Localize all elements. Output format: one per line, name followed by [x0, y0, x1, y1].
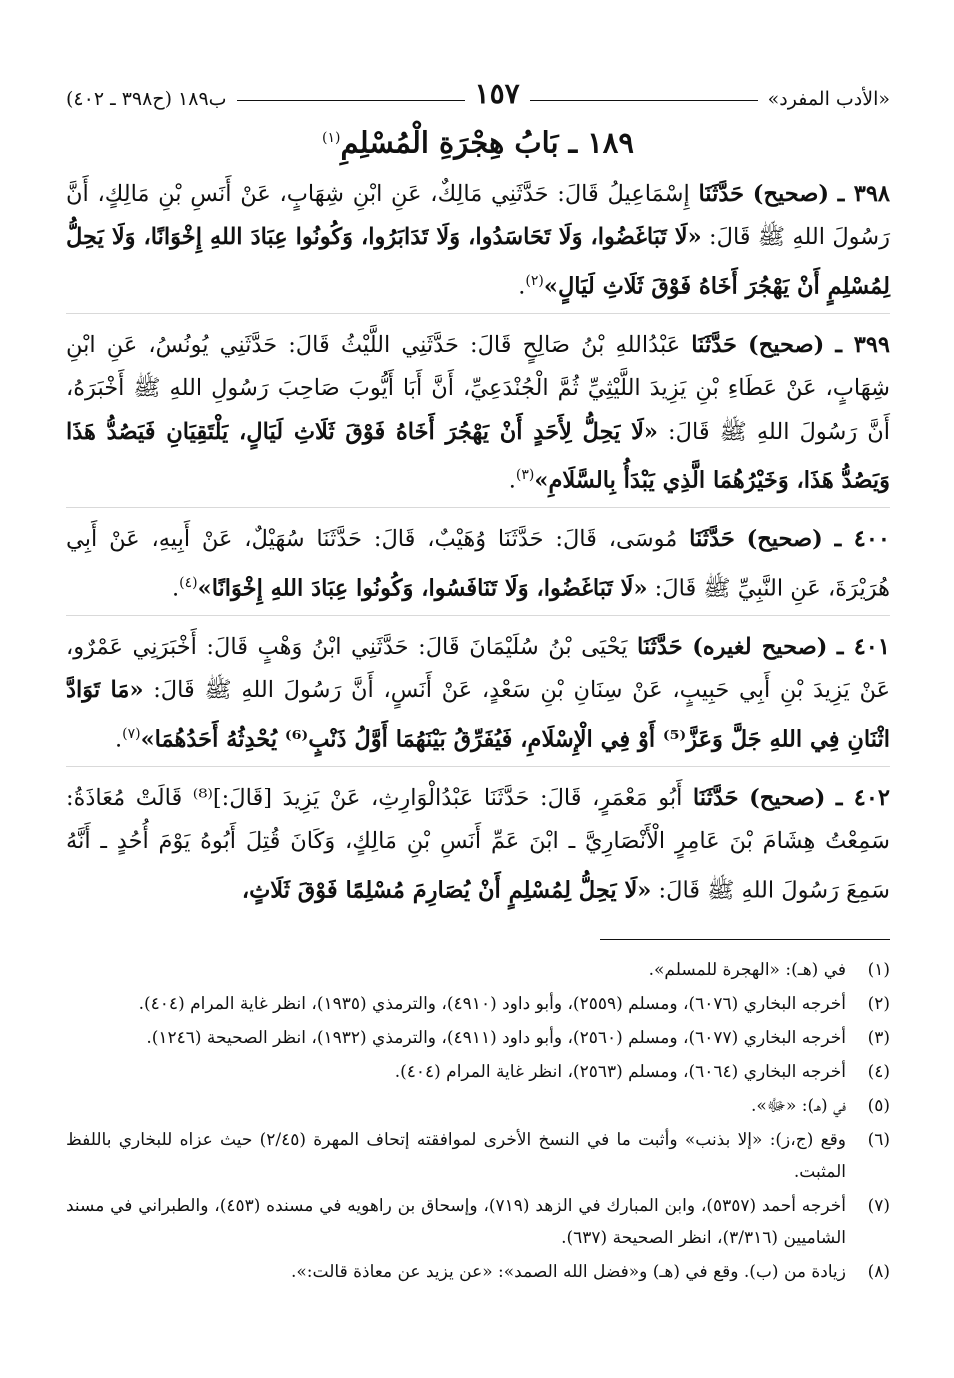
- footnote-item: [66, 1256, 890, 1288]
- hadith-tail: .: [172, 575, 180, 602]
- footnote-item: [66, 1190, 890, 1254]
- footnote-item: [66, 988, 890, 1020]
- hadith-tail: .: [518, 273, 526, 300]
- hadith-number: ٣٩٨ ـ: [837, 180, 890, 207]
- hadith-isnad: عَبْدُاللهِ بْنُ صَالِحٍ قَالَ: حَدَّثَنِي اللَّيْثُ قَالَ: حَدَّثَنِي يُونُسُ، عَنِ ابْنِ شِهَابٍ، عَنْ عَطَاءِ بْنِ يَزِيدَ اللَّيْثِيِّ ثُمَّ الْجُنْدَعِيِّ، أَنَّ أَبَا أَيُّوبَ صَاحِبَ رَسُولِ اللهِ ﷺ أَخْبَرَهُ، أَنَّ رَسُولَ اللهِ ﷺ قَالَ:: [66, 331, 890, 445]
- footnote-ref: (٧): [122, 725, 141, 742]
- footnote-text: وقع (ج،ز): «إلا بذنب» وأثبت ما في النسخ الأخرى لموافقته إتحاف المهرة (٢/٤٥) حيث عزاه للبخاري باللفظ المثبت.: [66, 1129, 847, 1182]
- footnote-number: (٦): [867, 1129, 890, 1150]
- hadith-paragraph: [66, 626, 890, 767]
- footnote-ref: (٣): [515, 467, 535, 484]
- hadith-matn: «لَا تَبَاغَضُوا، وَلَا تَحَاسَدُوا، وَلَا تَدَابَرُوا، وَكُونُوا عِبَادَ اللهِ إِخْوَانًا، وَلَا يَحِلُّ لِمُسْلِمٍ أَنْ يَهْجُرَ أَخَاهُ فَوْقَ ثَلَاثِ لَيَالٍ»: [66, 224, 890, 300]
- hadith-list: [66, 173, 890, 917]
- book-title: «الأدب المفرد»: [767, 88, 890, 110]
- hadith-grade: (صحيح): [752, 180, 830, 207]
- haddathana-word: حَدَّثَنَا: [637, 633, 683, 660]
- hadith-tail: .: [508, 467, 516, 494]
- haddathana-word: حَدَّثَنَا: [698, 180, 745, 207]
- hadith-paragraph: [66, 173, 890, 314]
- footnote-item: [66, 954, 890, 986]
- page-number: ١٥٧: [474, 77, 520, 110]
- footnote-item: [66, 1056, 890, 1088]
- footnote-ref: (١): [322, 130, 341, 146]
- hadith-isnad: أَبُو مَعْمَرٍ، قَالَ: حَدَّثَنَا عَبْدُالْوَارِثِ، عَنْ يَزِيدَ [قَالَ:]⁽⁸⁾ قَالَتْ مُعَاذَةُ: سَمِعْتُ هِشَامَ بْنَ عَامِرٍ الْأَنْصَارِيَّ ـ ابْنَ عَمِّ أَنَسِ بْنِ مَالِكٍ، وَكَانَ قُتِلَ أَبُوهُ يَوْمَ أُحُدٍ ـ أَنَّهُ سَمِعَ رَسُولَ اللهِ ﷺ قَالَ:: [66, 784, 890, 904]
- footnotes: [66, 954, 890, 1288]
- hadith-paragraph: [66, 324, 890, 509]
- haddathana-word: حَدَّثَنَا: [689, 526, 735, 553]
- hadith-number: ٤٠٠ ـ: [834, 526, 890, 553]
- hadith-number: ٣٩٩ ـ: [835, 331, 891, 358]
- footnote-text: أخرجه البخاري (٦٠٦٤)، ومسلم (٢٥٦٣)، انظر غاية المرام (٤٠٤).: [394, 1061, 846, 1082]
- footnote-text: زيادة من (ب). وقع في (هـ) و«فضل الله الصمد»: «عن يزيد عن معاذة قالت:».: [291, 1261, 846, 1282]
- hadith-grade: (صحيح): [746, 526, 823, 553]
- chapter-reference: ب١٨٩ (ح٣٩٨ ـ ٤٠٢): [65, 88, 227, 110]
- footnote-text: أخرجه البخاري (٦٠٧٧)، ومسلم (٢٥٦٠)، وأبو داود (٤٩١١)، والترمذي (١٩٣٢)، انظر الصحيحة (١٢٤٦).: [146, 1027, 846, 1048]
- footnote-number: (٤): [867, 1061, 890, 1082]
- footnote-number: (١): [867, 959, 890, 980]
- hadith-matn: «لَا تَبَاغَضُوا، وَلَا تَنَافَسُوا، وَكُونُوا عِبَادَ اللهِ إِخْوَانًا»: [197, 575, 648, 602]
- footnote-number: (٥): [867, 1095, 890, 1116]
- hadith-paragraph: [66, 777, 890, 917]
- footnote-ref: (٤): [179, 574, 198, 591]
- footnote-text: في (هـ): «الهجرة للمسلم».: [648, 959, 846, 980]
- hadith-tail: .: [114, 726, 123, 753]
- footnote-text: أخرجه البخاري (٦٠٧٦)، ومسلم (٢٥٥٩)، وأبو داود (٤٩١٠)، والترمذي (١٩٣٥)، انظر غاية المرام (٤٠٤).: [138, 993, 846, 1014]
- hadith-isnad: إِسْمَاعِيلُ قَالَ: حَدَّثَنِي مَالِكٌ، عَنِ ابْنِ شِهَابٍ، عَنْ أَنَسِ بْنِ مَالِكٍ، أَنَّ رَسُولَ اللهِ ﷺ قَالَ:: [66, 180, 891, 251]
- footnote-text: أخرجه أحمد (٥٣٥٧)، وابن المبارك في الزهد (٧١٩)، وإسحاق بن راهويه في مسنده (٤٥٣)، والطبراني في مسند الشاميين (٣/٣١٦)، انظر الصحيحة (٦٣٧).: [66, 1195, 846, 1248]
- hadith-paragraph: [66, 518, 890, 616]
- hadith-grade: (صحيح لغيره): [692, 633, 828, 660]
- footnote-number: (٢): [867, 993, 890, 1014]
- footnote-number: (٧): [867, 1195, 890, 1216]
- hadith-grade: (صحيح): [748, 331, 825, 358]
- haddathana-word: حَدَّثَنَا: [692, 784, 739, 811]
- hadith-number: ٤٠١ ـ: [836, 633, 890, 660]
- hadith-matn: «لَا يَحِلُّ لِأَحَدٍ أَنْ يَهْجُرَ أَخَاهُ فَوْقَ ثَلَاثِ لَيَالٍ، يَلْتَقِيَانِ فَيَصُدُّ هَذَا وَيَصُدُّ هَذَا، وَخَيْرُهُمَا الَّذِي يَبْدَأُ بِالسَّلَامِ»: [66, 418, 890, 494]
- footnote-item: [66, 1124, 890, 1188]
- running-header: [66, 70, 890, 110]
- hadith-matn: «لَا يَحِلُّ لِمُسْلِمٍ أَنْ يُصَارِمَ مُسْلِمًا فَوْقَ ثَلَاثٍ،: [241, 877, 652, 904]
- hadith-isnad: مُوسَى، قَالَ: حَدَّثَنَا وُهَيْبٌ، قَالَ: حَدَّثَنَا سُهَيْلٌ، عَنْ أَبِيهِ، عَنْ أَبِي هُرَيْرَةَ، عَنِ النَّبِيِّ ﷺ قَالَ:: [66, 526, 890, 602]
- footnote-separator: [600, 939, 890, 940]
- haddathana-word: حَدَّثَنَا: [691, 331, 737, 358]
- chapter-title-text: ١٨٩ ـ بَابُ هِجْرَةِ الْمُسْلِمِ: [340, 125, 634, 160]
- chapter-title: [66, 118, 890, 163]
- footnote-number: (٨): [867, 1261, 890, 1282]
- hadith-matn: «مَا تَوَادَّ اثْنَانِ فِي اللهِ جَلَّ وَعَزَّ⁽⁵⁾ أَوْ فِي الْإِسْلَامِ، فَيُفَرِّقُ بَيْنَهُمَا أَوَّلُ ذَنْبٍ⁽⁶⁾ يُحْدِثُهُ أَحَدُهُمَا»: [66, 677, 890, 753]
- footnote-number: (٣): [867, 1027, 890, 1048]
- hadith-number: ٤٠٢ ـ: [835, 784, 891, 811]
- hadith-isnad: يَحْيَى بْنُ سُلَيْمَانَ قَالَ: حَدَّثَنِي ابْنُ وَهْبٍ قَالَ: أَخْبَرَنِي عَمْرٌو، عَنْ يَزِيدَ بْنِ أَبِي حَبِيبٍ، عَنْ سِنَانِ بْنِ سَعْدٍ، عَنْ أَنَسٍ، أَنَّ رَسُولَ اللهِ ﷺ قَالَ:: [66, 633, 890, 704]
- hadith-grade: (صحيح): [749, 784, 826, 811]
- footnote-ref: (٢): [525, 272, 544, 289]
- header-rule: [237, 100, 465, 101]
- header-rule: [530, 100, 758, 101]
- footnote-item: [66, 1022, 890, 1054]
- footnote-text: في (هـ): «ﷻ».: [750, 1095, 846, 1116]
- footnote-item: [66, 1090, 890, 1122]
